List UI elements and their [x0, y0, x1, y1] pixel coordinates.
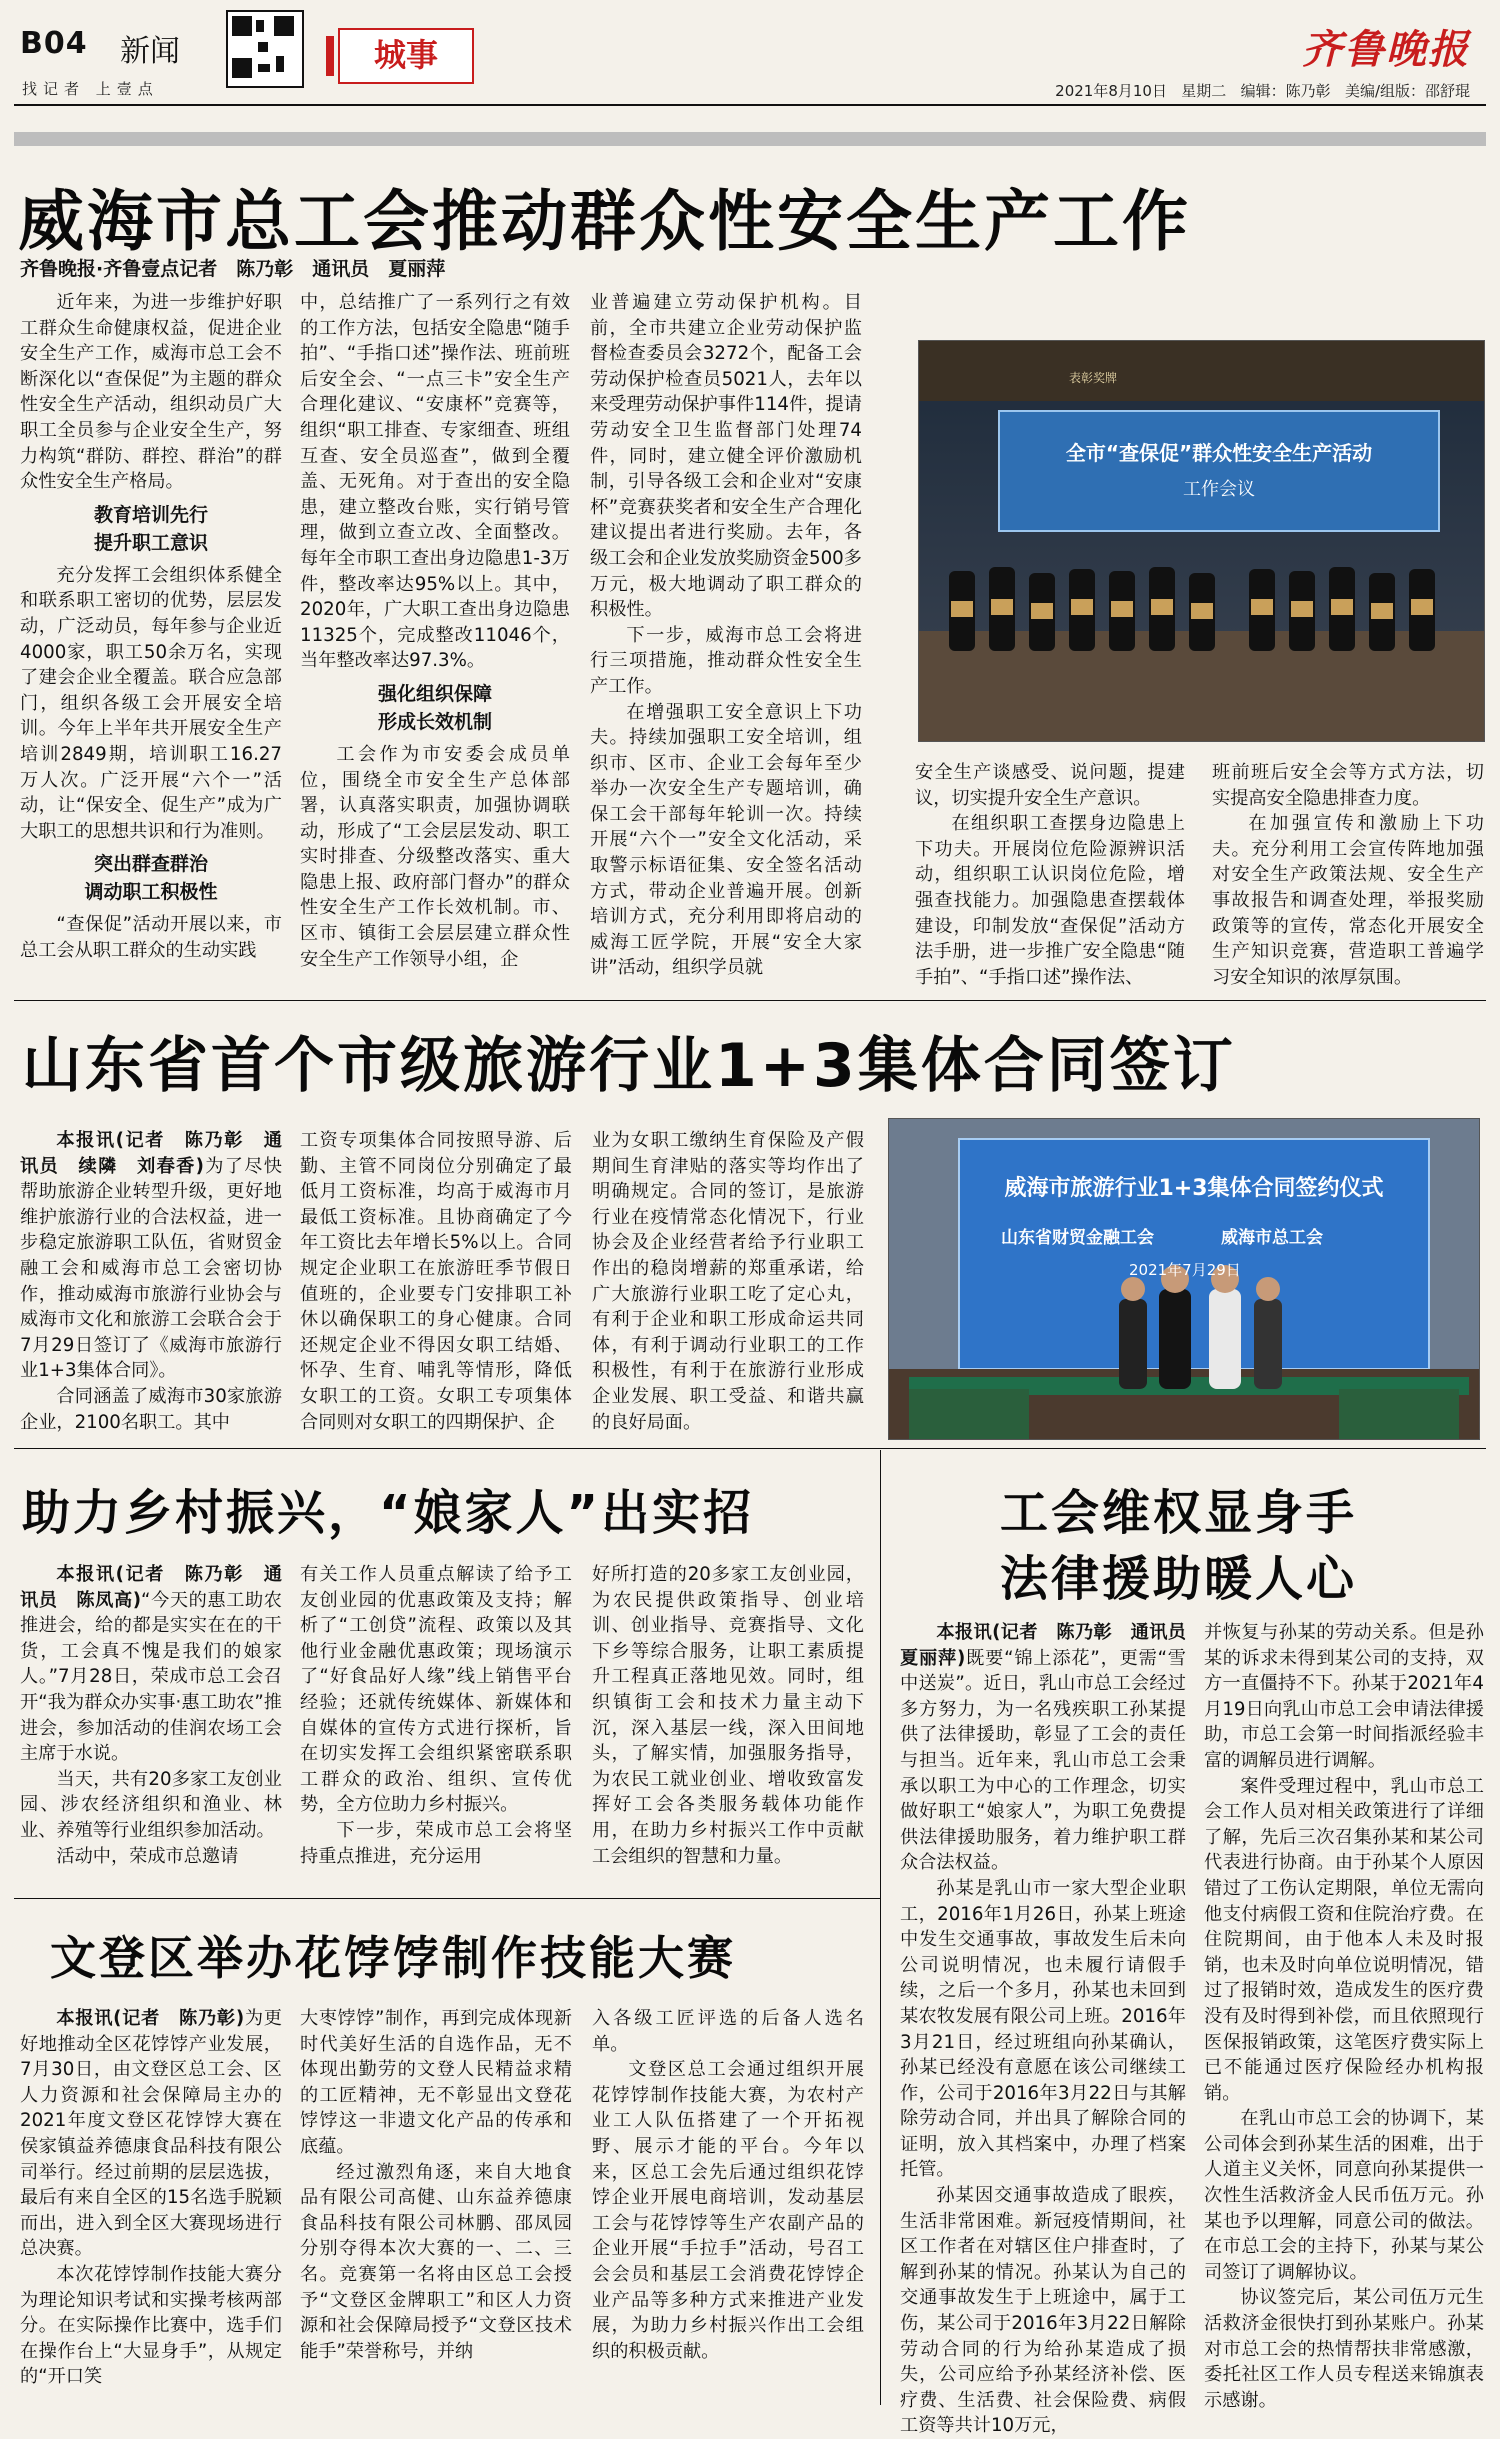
article1-byline: 齐鲁晚报·齐鲁壹点记者 陈乃彰 通讯员 夏丽萍: [20, 258, 446, 280]
article5-col1: [900, 1620, 1205, 2437]
paragraph: 大枣饽饽”制作，再到完成体现新时代美好生活的自选作品，无不体现出勤劳的文登人民精益求精的工匠精神，无不彰显出文登花饽饽这一非遗文化产品的传承和底蕴。: [300, 2008, 572, 2157]
award-ceremony-image: [919, 341, 1484, 741]
photo-plaque: 表彰奖牌: [1069, 371, 1118, 385]
article2-headline: 山东省首个市级旅游行业1+3集体合同签订: [22, 1031, 1236, 1101]
article4-headline: 文登区举办花饽饽制作技能大赛: [50, 1931, 736, 1985]
article3-col3: [592, 1562, 864, 1888]
header-rule: [14, 104, 1486, 106]
subheading: 强化组织保障: [377, 682, 492, 705]
designer: 美编/组版：邵舒琨: [1344, 82, 1470, 100]
paragraph: 文登区总工会通过组织开展花饽饽制作技能大赛，为农村产业工人队伍搭建了一个开拓视野、展示才能的平台。今年以来，区总工会先后通过组织花饽饽企业开展电商培训，发动基层工会与花饽饽等生产农副产品的企业开展“手拉手”活动，号召工会会员和基层工会消费花饽饽企业产品等多种方式来推进产业发展，为助力乡村振兴作出工会组织的积极贡献。: [592, 2059, 864, 2362]
article4-col1: [20, 2006, 282, 2404]
paragraph: 工会作为市安委会成员单位，围绕全市安全生产总体部署，认真落实职责，加强协调联动，形成了“工会层层发动、职工实时排查、分级整改落实、重大隐患上报、政府部门督办”的群众性安全生产工作长效机制。市、区市、镇街工会层层建立群众性安全生产工作领导小组，企: [300, 743, 570, 970]
paragraph: 经过激烈角逐，来自大地食品有限公司高健、山东益养德康食品科技有限公司林鹏、邵凤园分别夺得本次大赛的一、二、三名。竞赛第一名将由区总工会授予“文登区金牌职工”和区人力资源和社会保障局授予“文登区技术能手”荣誉称号，并纳: [300, 2161, 572, 2362]
paragraph: 在组织职工查摆身边隐患上下功夫。开展岗位危险源辨识活动，组织职工认识岗位危险，增强查找能力。加强隐患查摆载体建设，印制发放“查保促”活动方法手册，进一步推广安全隐患“随手拍”、“手指口述”操作法、: [915, 813, 1185, 988]
paragraph: 案件受理过程中，乳山市总工会工作人员对相关政策进行了详细了解，先后三次召集孙某和某公司代表进行协商。由于孙某个人原因错过了工伤认定期限，单位无需向他支付病假工资和住院治疗费。在住院期间，由于他本人未及时报销，也未及时向单位说明情况，错过了报销时效，造成发生的医疗费没有及时得到补偿，而且依照现行医保报销政策，这笔医疗费实际上已不能通过医疗保险经办机构报销。: [1204, 1775, 1484, 2104]
subheading: 形成长效机制: [377, 710, 492, 733]
date: 2021年8月10日: [1055, 82, 1167, 100]
divider: [14, 1898, 880, 1899]
article1-photo: [918, 340, 1485, 742]
subheading: 调动职工积极性: [84, 881, 218, 904]
qr-code-icon: [226, 10, 304, 88]
newspaper-masthead: 齐鲁晚报: [1302, 26, 1470, 73]
paragraph: 在加强宣传和激励上下功夫。充分利用工会宣传阵地加强对安全生产政策法规、安全生产事故报告和调查处理，举报奖励政策等的宣传，常态化开展安全生产知识竞赛，营造职工普遍学习安全知识的浓厚氛围。: [1212, 813, 1484, 988]
page-number: B04: [20, 26, 88, 61]
article1-headline: 威海市总工会推动群众性安全生产工作: [18, 183, 1191, 260]
divider: [14, 1448, 1486, 1449]
article4-col3: [592, 2006, 864, 2404]
article1-col5: [1212, 760, 1484, 988]
article1-col1: [20, 290, 282, 988]
paragraph: 孙某是乳山市一家大型企业职工，2016年1月26日，孙某上班途中发生交通事故，事故发生后未向公司说明情况，也未履行请假手续，之后一个多月，孙某也未回到某农牧发展有限公司上班。2016年3月21日，经过班组向孙某确认，孙某已经没有意愿在该公司继续工作，公司于2016年3月22日与其解除劳动合同，并出具了解除合同的证明，放入其档案中，办理了档案托管。: [900, 1877, 1186, 2181]
paragraph: 为更好地推动全区花饽饽产业发展，7月30日，由文登区总工会、区人力资源和社会保障局主办的2021年度文登区花饽饽大赛在侯家镇益养德康食品科技有限公司举行。经过前期的层层选拔，最后有来自全区的15名选手脱颖而出，进入到全区大赛现场进行总决赛。: [20, 2008, 282, 2260]
article3-col1: [20, 1562, 282, 1888]
paragraph: “今天的惠工助农推进会，给的都是实实在在的干货，工会真不愧是我们的娘家人。”7月28日，荣成市总工会召开“我为群众办实事·惠工助农”推进会，参加活动的佳润农场工会主席于水说。: [20, 1589, 282, 1765]
paragraph: 孙某因交通事故造成了眼疾，生活非常困难。新冠疫情期间，社区工作者在对辖区住户排查时，了解到孙某的情况。孙某认为自己的交通事故发生于上班途中，属于工伤，某公司于2016年3月22日解除劳动合同的行为给孙某造成了损失，公司应给予孙某经济补偿、医疗费、生活费、社会保险费、病假工资等共计10万元，: [900, 2185, 1186, 2437]
paragraph: 入各级工匠评选的后备人选名单。: [592, 2008, 864, 2055]
paragraph: 本次花饽饽制作技能大赛分为理论知识考试和实操考核两部分。在实际操作比赛中，选手们在操作台上“大显身手”，从规定的“开口笑: [20, 2263, 282, 2388]
editor: 编辑：陈乃彰: [1240, 82, 1331, 100]
paragraph: 为了尽快帮助旅游企业转型升级，更好地维护旅游行业的合法权益，进一步稳定旅游职工队伍，省财贸金融工会和威海市总工会密切协作，推动威海市旅游行业协会与威海市文化和旅游工会联合会于7月29日签订了《威海市旅游行业1+3集体合同》。: [20, 1155, 282, 1382]
paragraph: 当天，共有20多家工友创业园、涉农经济组织和渔业、林业、养殖等行业组织参加活动。: [20, 1768, 282, 1841]
photo-banner-title: 威海市旅游行业1+3集体合同签约仪式: [1004, 1176, 1384, 1201]
byline-lead: 本报讯(记者 陈乃彰): [56, 2008, 245, 2029]
article2-col2: [300, 1128, 572, 1436]
article1-col3: [590, 290, 862, 988]
paragraph: 下一步，威海市总工会将进行三项措施，推动群众性安全生产工作。: [590, 624, 862, 697]
paragraph: “查保促”活动开展以来，市总工会从职工群众的生动实践: [20, 914, 282, 961]
byline-lead: 本报讯(记者 陈乃彰 通讯员 夏丽萍): [900, 1622, 1205, 1669]
paragraph: 协议签完后，某公司伍万元生活救济金很快打到孙某账户。孙某对市总工会的热情帮扶非常感激，委托社区工作人员专程送来锦旗表示感谢。: [1204, 2287, 1484, 2411]
paragraph: 并恢复与孙某的劳动关系。但是孙某的诉求未得到某公司的支持，双方一直僵持不下。孙某于2021年4月19日向乳山市总工会申请法律援助，市总工会第一时间指派经验丰富的调解员进行调解。: [1204, 1622, 1484, 1771]
paragraph: 合同涵盖了威海市30家旅游企业，2100名职工。其中: [20, 1385, 282, 1433]
paragraph: 活动中，荣成市总邀请: [56, 1845, 239, 1867]
weekday: 星期二: [1181, 82, 1227, 100]
paragraph: 在乳山市总工会的协调下，某公司体会到孙某生活的困难，出于人道主义关怀，同意向孙某提供一次性生活救济金人民币伍万元。孙某也予以理解，同意公司的做法。在市总工会的主持下，孙某与某公司签订了调解协议。: [1204, 2108, 1484, 2283]
photo-banner-title: 全市“查保促”群众性安全生产活动: [1065, 441, 1373, 465]
article5-headline-line1: 工会维权显身手: [1000, 1485, 1358, 1541]
section-title: 新闻: [120, 34, 180, 69]
article2-col3: [592, 1128, 864, 1436]
article4-col2: [300, 2006, 572, 2404]
header-bar: [14, 132, 1486, 146]
subheading: 教育培训先行: [93, 503, 208, 526]
article2-photo: [888, 1118, 1480, 1440]
article3-col2: [300, 1562, 572, 1888]
paragraph: 近年来，为进一步维护好职工群众生命健康权益，促进企业安全生产工作，威海市总工会不断深化以“查保促”为主题的群众性安全生产活动，组织动员广大职工全员参与企业安全生产，努力构筑“群防、群控、群治”的群众性安全生产格局。: [20, 292, 282, 493]
paragraph: 有关工作人员重点解读了给予工友创业园的优惠政策及支持；解析了“工创贷”流程、政策以及其他行业金融优惠政策；现场演示了“好食品好人缘”线上销售平台经验；还就传统媒体、新媒体和自媒体的宣传方式进行探析，旨在切实发挥工会组织紧密联系职工群众的政治、组织、宣传优势，全方位助力乡村振兴。: [300, 1564, 572, 1816]
article5-col2: [1204, 1620, 1484, 2411]
paragraph: 业为女职工缴纳生育保险及产假期间生育津贴的落实等均作出了明确规定。合同的签订，是旅游行业在疫情常态化情况下，行业协会及企业经营者给予行业职工作出的稳岗增薪的郑重承诺，给广大旅游行业职工吃了定心丸，有利于企业和职工形成命运共同体，有利于调动行业职工的工作积极性，有利于在旅游行业形成企业发展、职工受益、和谐共赢的良好局面。: [592, 1130, 864, 1433]
paragraph: 业普遍建立劳动保护机构。目前，全市共建立企业劳动保护监督检查委员会3272个，配备工会劳动保护检查员5021人，去年以来受理劳动保护事件114件，提请劳动安全卫生监督部门处理74件，同时，建立健全评价激励机制，引导各级工会和企业对“安康杯”竞赛获奖者和安全生产合理化建议提出者进行奖励。去年，各级工会和企业发放奖励资金500多万元，极大地调动了职工群众的积极性。: [590, 292, 862, 621]
paragraph: 充分发挥工会组织体系健全和联系职工密切的优势，层层发动，广泛动员，每年参与企业近4000家，职工50余万名，实现了建会企业全覆盖。联合应急部门，组织各级工会开展安全培训。今年上半年共开展安全生产培训2849期，培训职工16.27万人次。广泛开展“六个一”活动，让“保安全、促生产”成为广大职工的思想共识和行为准则。: [20, 564, 282, 842]
byline-lead: 本报讯(记者 陈乃彰 通讯员 续隣 刘春香): [20, 1130, 282, 1177]
paragraph: 既要“锦上添花”，更需“雪中送炭”。近日，乳山市总工会经过多方努力，为一名残疾职工孙某提供了法律援助，彰显了工会的责任与担当。近年来，乳山市总工会秉承以职工为中心的工作理念，切实做好职工“娘家人”，为职工免费提供法律援助服务，着力维护职工群众合法权益。: [900, 1647, 1186, 1874]
article2-col1: [20, 1128, 282, 1436]
photo-banner-sub2: 威海市总工会: [1221, 1228, 1323, 1248]
photo-banner-date: 2021年7月29日: [1129, 1261, 1241, 1279]
slogan: 找记者 上壹点: [22, 80, 159, 98]
article1-col4: [915, 760, 1185, 988]
paragraph: 下一步，荣成市总工会将坚持重点推进，充分运用: [300, 1819, 572, 1867]
photo-banner-sub1: 山东省财贸金融工会: [1001, 1228, 1154, 1248]
paragraph: 在增强职工安全意识上下功夫。持续加强职工安全培训，组织市、区市、企业工会每年至少举办一次安全生产专题培训，确保工会干部每年轮训一次。持续开展“六个一”安全文化活动，采取警示标语征集、安全签名活动方式，带动企业普遍开展。创新培训方式，充分利用即将启动的威海工匠学院，开展“安全大家讲”活动，组织学员就: [590, 701, 862, 979]
paragraph: 安全生产谈感受、说问题，提建议，切实提升安全生产意识。: [915, 762, 1185, 809]
paragraph: 中，总结推广了一系列行之有效的工作方法，包括安全隐患“随手拍”、“手指口述”操作法、班前班后安全会、“一点三卡”安全生产合理化建议、“安康杯”竞赛等，组织“职工排查、专家细查、班组互查、安全员巡查”，做到全覆盖、无死角。对于查出的安全隐患，建立整改台账，实行销号管理，做到立查立改、全面整改。每年全市职工查出身边隐患1-3万件，整改率达95%以上。其中，2020年，广大职工查出身边隐患11325个，完成整改11046个，当年整改率达97.3%。: [300, 292, 570, 672]
paragraph: 好所打造的20多家工友创业园，为农民提供政策指导、创业培训、创业指导、竞赛指导、文化下乡等综合服务，让职工素质提升工程真正落地见效。同时，组织镇街工会和技术力量主动下沉，深入基层一线，深入田间地头，了解实情，加强服务指导，为农民工就业创业、增收致富发挥好工会各类服务载体功能作用，在助力乡村振兴工作中贡献工会组织的智慧和力量。: [592, 1564, 864, 1867]
subheading: 提升职工意识: [93, 531, 208, 554]
article5-headline-line2: 法律援助暖人心: [1000, 1551, 1358, 1607]
article1-col2: [300, 290, 570, 988]
section-tag: 城事: [338, 28, 474, 84]
byline-lead: 本报讯(记者 陈乃彰 通讯员 陈凤高): [20, 1564, 282, 1611]
photo-banner-sub: 工作会议: [1183, 479, 1255, 500]
column-divider: [880, 1450, 881, 2405]
paragraph: 工资专项集体合同按照导游、后勤、主管不同岗位分别确定了最低月工资标准，均高于威海市月最低工资标准。且协商确定了今年工资比去年增长5%以上。合同规定企业职工在旅游旺季节假日值班的，企业要专门安排职工补休以确保职工的身心健康。合同还规定企业不得因女职工结婚、怀孕、生育、哺乳等情形，降低女职工的工资。女职工专项集体合同则对女职工的四期保护、企: [300, 1130, 572, 1433]
divider: [14, 1000, 1486, 1001]
dateline: [1055, 80, 1470, 101]
paragraph: 班前班后安全会等方式方法，切实提高安全隐患排查力度。: [1212, 762, 1484, 809]
article3-headline: 助力乡村振兴，“娘家人”出实招: [22, 1485, 755, 1541]
subheading: 突出群查群治: [93, 853, 208, 876]
